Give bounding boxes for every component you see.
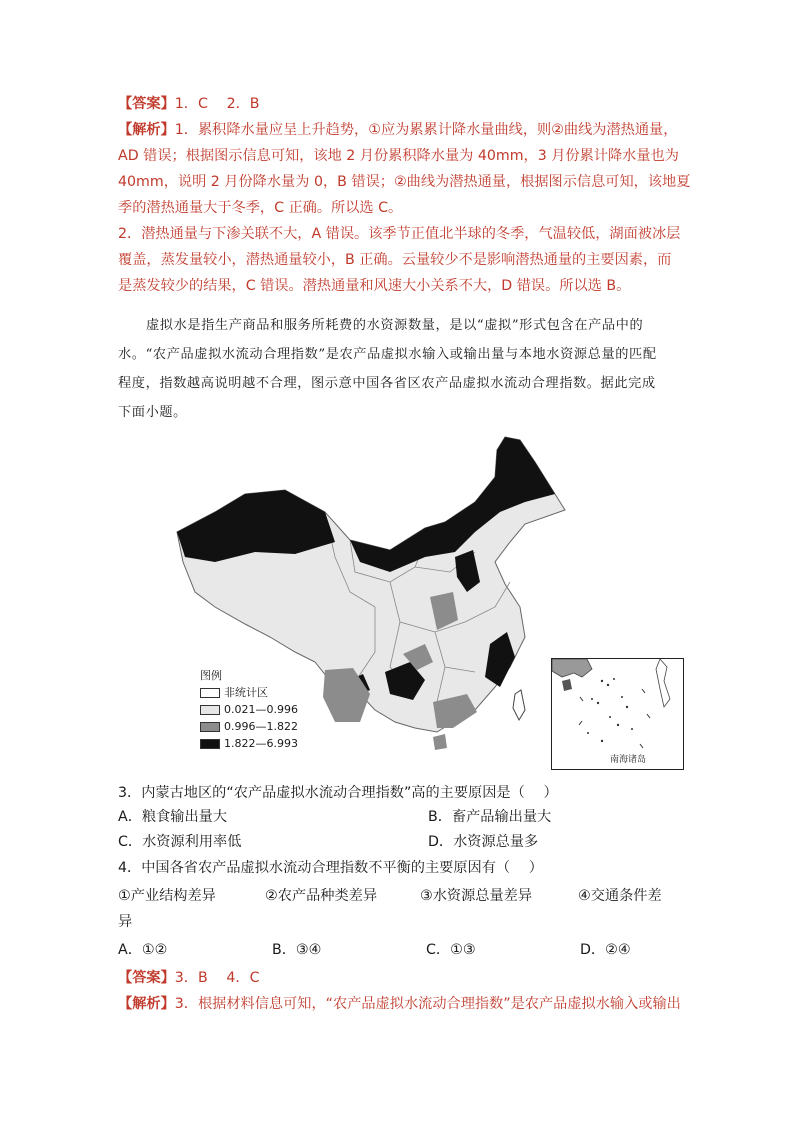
inset-map bbox=[552, 659, 683, 769]
legend-label: 1.822—6.993 bbox=[224, 737, 298, 750]
q4-statement-4-cont: 异 bbox=[118, 914, 133, 930]
analysis-line: AD 错误；根据图示信息可知，该地 2 月份累积降水量为 40mm，3 月份累计降水量也为 bbox=[118, 148, 679, 164]
legend-swatch bbox=[200, 688, 220, 698]
south-china-sea-inset bbox=[551, 658, 684, 770]
q4-option-d: D．②④ bbox=[580, 942, 631, 958]
q4-option-c: C．①③ bbox=[426, 942, 476, 958]
analysis-line: 是蒸发较少的结果，C 错误。潜热通量和风速大小关系不大，D 错误。所以选 B。 bbox=[118, 278, 631, 294]
answer-line-1 bbox=[118, 92, 678, 116]
q4-statement-1: ①产业结构差异 bbox=[118, 888, 216, 904]
map-legend bbox=[200, 667, 298, 752]
passage-line: 下面小题。 bbox=[118, 405, 187, 420]
analysis-tag: 【解析】 bbox=[118, 122, 175, 138]
legend-item bbox=[200, 735, 298, 752]
q3-option-a: A．粮食输出量大 bbox=[118, 809, 228, 825]
answer-tag: 【答案】 bbox=[118, 970, 175, 986]
analysis-line: 2．潜热通量与下渗关联不大，A 错误。该季节正值北半球的冬季，气温较低，湖面被冰层 bbox=[118, 226, 681, 242]
q3-option-d: D．水资源总量多 bbox=[428, 834, 539, 850]
question-3-stem: 3．内蒙古地区的“农产品虚拟水流动合理指数”高的主要原因是（ ） bbox=[118, 785, 558, 801]
map-region-medium bbox=[433, 734, 447, 750]
legend-swatch bbox=[200, 722, 220, 732]
q3-option-c: C．水资源利用率低 bbox=[118, 834, 242, 850]
analysis-line: 季的潜热通量大于冬季，C 正确。所以选 C。 bbox=[118, 200, 403, 216]
legend-swatch bbox=[200, 705, 220, 715]
legend-label: 非统计区 bbox=[224, 686, 268, 699]
passage-line: 虚拟水是指生产商品和服务所耗费的水资源数量，是以“虚拟”形式包含在产品中的 bbox=[146, 318, 644, 333]
legend-item bbox=[200, 684, 298, 701]
q4-option-b: B．③④ bbox=[272, 942, 322, 958]
q4-statement-3: ③水资源总量差异 bbox=[420, 888, 533, 904]
q4-statement-4: ④交通条件差 bbox=[578, 888, 662, 904]
legend-title: 图例 bbox=[200, 669, 222, 682]
q3-option-b: B．畜产品输出量大 bbox=[428, 809, 552, 825]
legend-item bbox=[200, 701, 298, 718]
analysis-line bbox=[118, 118, 678, 142]
passage-line: 水。“农产品虚拟水流动合理指数”是农产品虚拟水输入或输出量与本地水资源总量的匹配 bbox=[118, 347, 657, 362]
answer-tag: 【答案】 bbox=[118, 96, 175, 112]
legend-label: 0.021—0.996 bbox=[224, 703, 298, 716]
passage-line: 程度，指数越高说明越不合理，图示意中国各省区农产品虚拟水流动合理指数。据此完成 bbox=[118, 376, 656, 391]
question-4-stem: 4．中国各省农产品虚拟水流动合理指数不平衡的主要原因有（ ） bbox=[118, 860, 543, 876]
legend-item bbox=[200, 718, 298, 735]
answer-text: 1．C 2．B bbox=[174, 96, 260, 112]
analysis-line: 40mm，说明 2 月份降水量为 0，B 错误；②曲线为潜热通量，根据图示信息可知，该地夏 bbox=[118, 174, 691, 190]
answer-line-2 bbox=[118, 966, 678, 990]
q4-option-a: A．①② bbox=[118, 942, 168, 958]
legend-label: 0.996—1.822 bbox=[224, 720, 298, 733]
legend-swatch bbox=[200, 739, 220, 749]
analysis-text: 3．根据材料信息可知，“农产品虚拟水流动合理指数”是农产品虚拟水输入或输出 bbox=[174, 996, 681, 1012]
answer-text: 3．B 4．C bbox=[174, 970, 260, 986]
map-region-taiwan bbox=[513, 690, 525, 720]
analysis-line: 覆盖，蒸发量较小，潜热通量较小，B 正确。云量较少不是影响潜热通量的主要因素，而 bbox=[118, 252, 672, 268]
inset-label: 南海诸岛 bbox=[610, 755, 647, 765]
analysis-text: 1．累积降水量应呈上升趋势，①应为累累计降水量曲线，则②曲线为潜热通量， bbox=[174, 122, 678, 138]
q4-statement-2: ②农产品种类差异 bbox=[265, 888, 378, 904]
analysis-line bbox=[118, 992, 681, 1016]
analysis-tag: 【解析】 bbox=[118, 996, 175, 1012]
